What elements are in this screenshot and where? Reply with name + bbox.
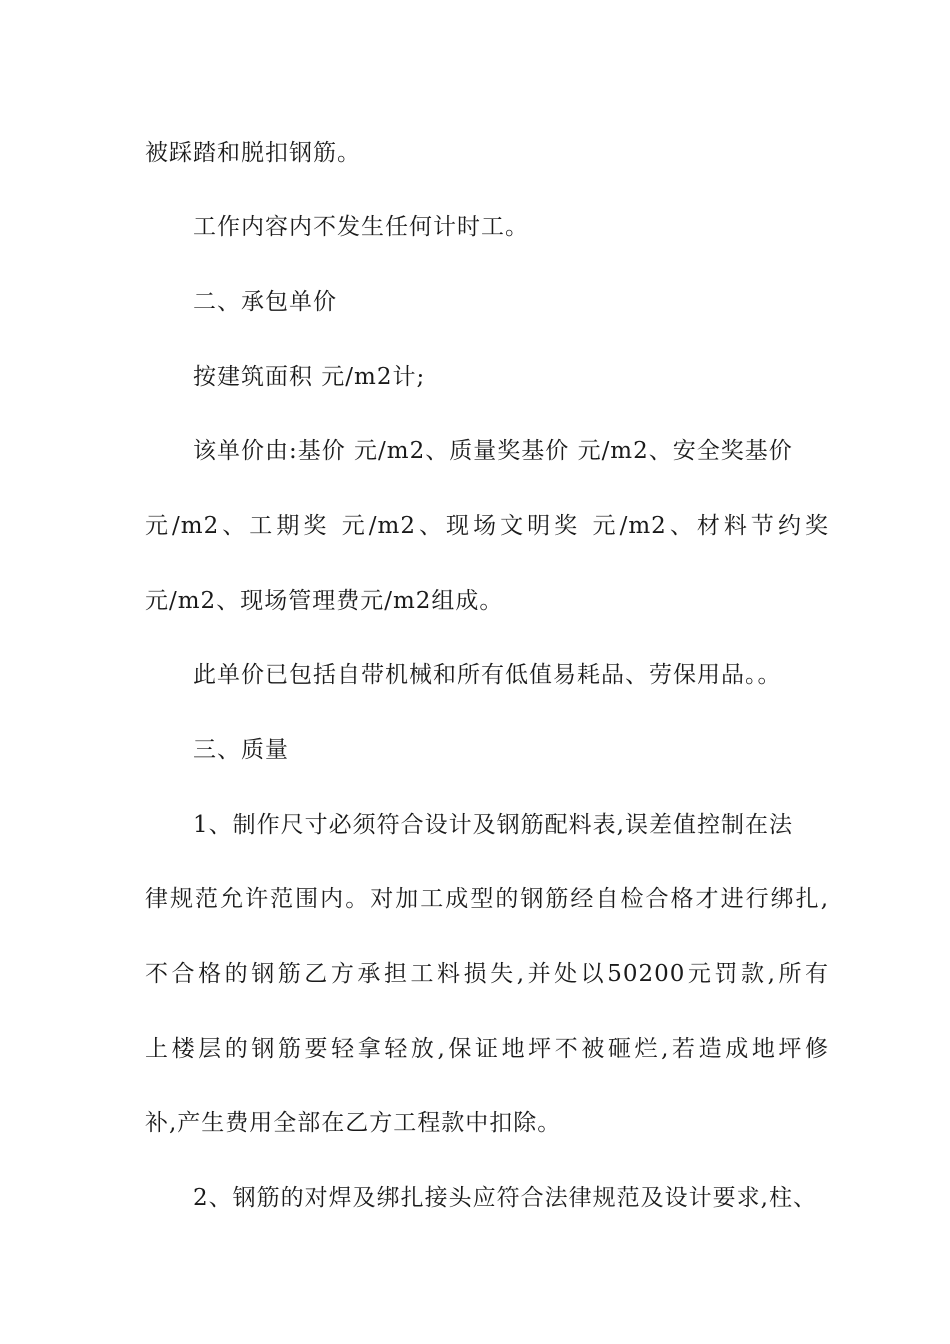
paragraph-price-composition-line-2: 元/m2、工期奖 元/m2、现场文明奖 元/m2、材料节约奖 xyxy=(145,513,829,539)
paragraph-price-composition-line-3: 元/m2、现场管理费元/m2组成。 xyxy=(145,588,504,614)
paragraph-quality-2-line-1: 2、钢筋的对焊及绑扎接头应符合法律规范及设计要求,柱、 xyxy=(193,1185,817,1211)
paragraph-quality-1-line-3: 不合格的钢筋乙方承担工料损失,并处以50200元罚款,所有 xyxy=(145,961,829,987)
paragraph-line-continuation: 被踩踏和脱扣钢筋。 xyxy=(145,140,361,166)
paragraph-quality-1-line-5: 补,产生费用全部在乙方工程款中扣除。 xyxy=(145,1110,562,1136)
paragraph-price-includes: 此单价已包括自带机械和所有低值易耗品、劳保用品。。 xyxy=(193,662,782,688)
paragraph-quality-1-line-4: 上楼层的钢筋要轻拿轻放,保证地坪不被砸烂,若造成地坪修 xyxy=(145,1036,829,1062)
paragraph-quality-1-line-2: 律规范允许范围内。对加工成型的钢筋经自检合格才进行绑扎, xyxy=(145,886,829,912)
paragraph-quality-1-line-1: 1、制作尺寸必须符合设计及钢筋配料表,误差值控制在法 xyxy=(193,812,793,838)
paragraph-unit-price-basis: 按建筑面积 元/m2计; xyxy=(193,364,426,390)
paragraph-price-composition-line-1: 该单价由:基价 元/m2、质量奖基价 元/m2、安全奖基价 xyxy=(193,438,793,464)
paragraph-no-hourly-work: 工作内容内不发生任何计时工。 xyxy=(193,214,529,240)
section-heading-unit-price: 二、承包单价 xyxy=(193,289,337,315)
section-heading-quality: 三、质量 xyxy=(193,737,289,763)
